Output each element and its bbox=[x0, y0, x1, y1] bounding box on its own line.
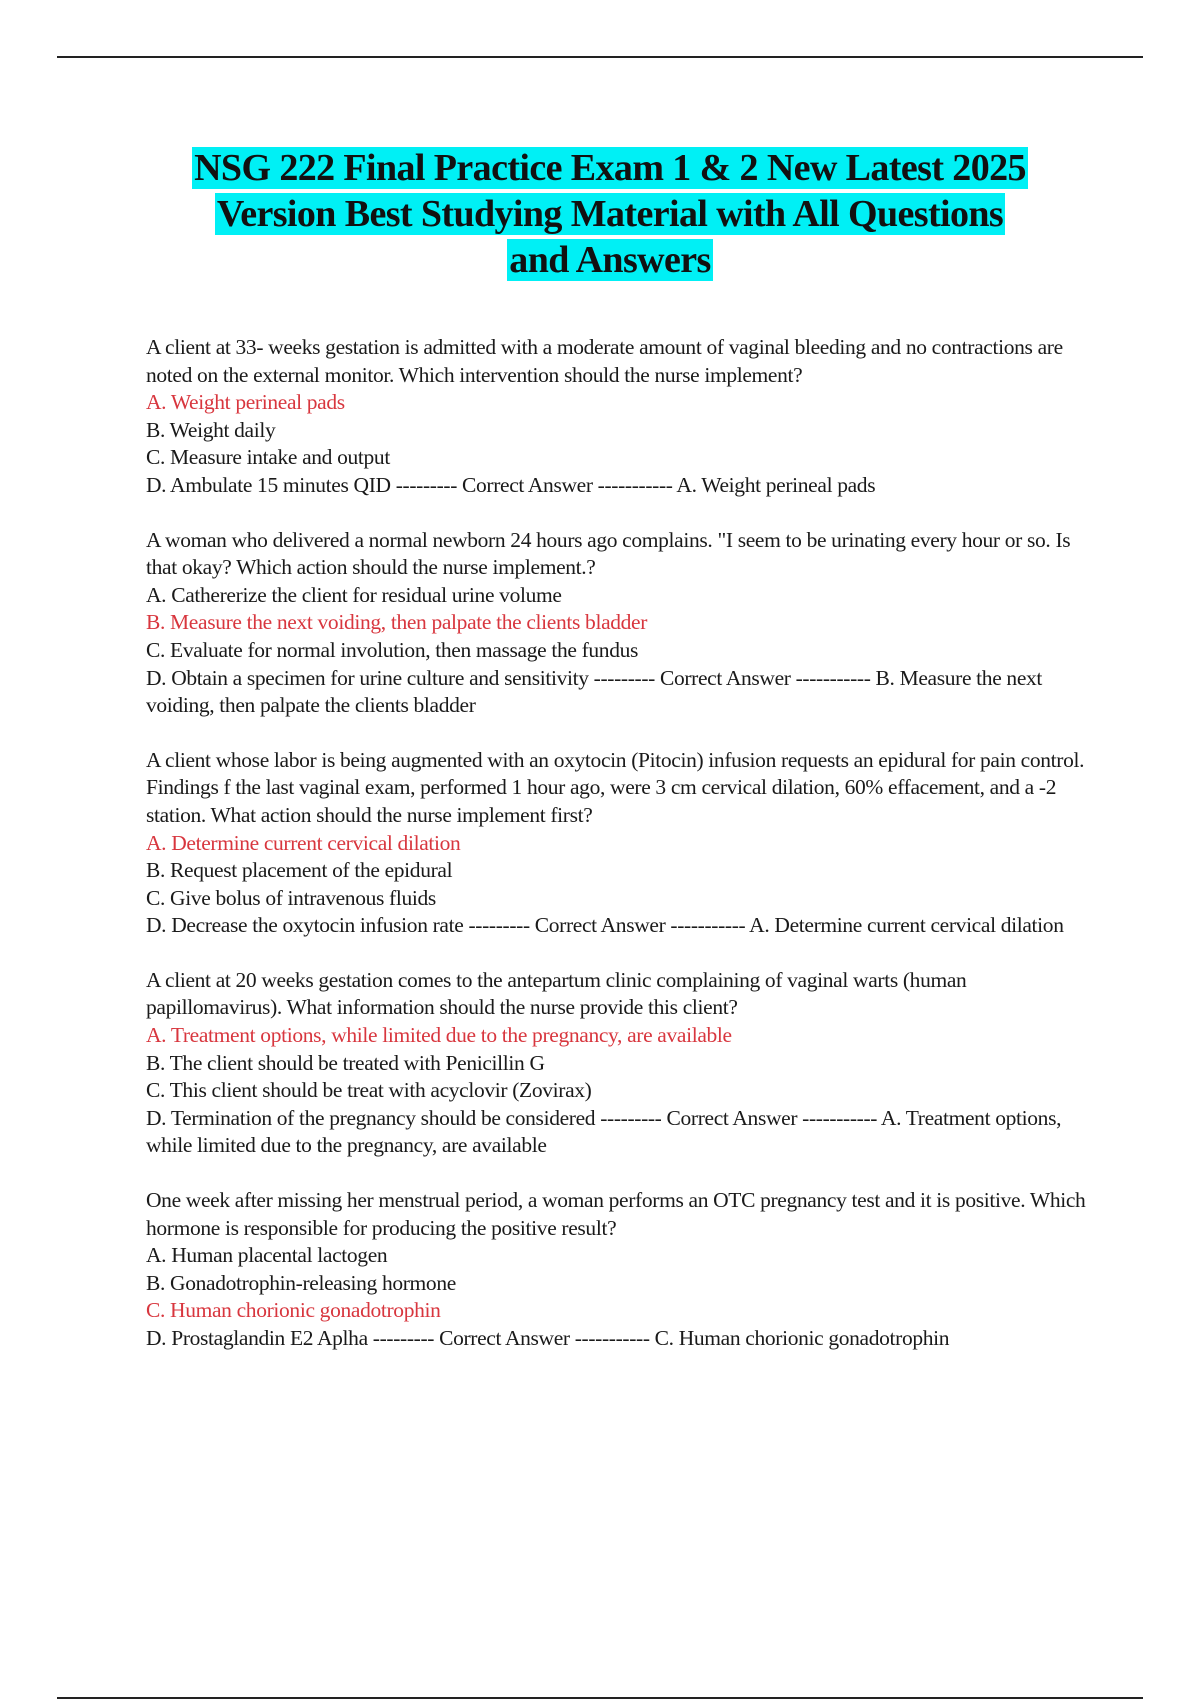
option-a-correct: A. Treatment options, while limited due to the pregnancy, are available bbox=[146, 1023, 732, 1048]
question-stem: A client at 33- weeks gestation is admitted with a moderate amount of vaginal bleeding and no contractions are noted on the external monitor. Which intervention should the nurse implement? bbox=[146, 335, 1063, 387]
question-list bbox=[146, 334, 1096, 1380]
question-stem: One week after missing her menstrual period, a woman performs an OTC pregnancy test and it is positive. Which hormone is responsible for producing the positive result? bbox=[146, 1188, 1086, 1240]
option-d-with-answer: D. Ambulate 15 minutes QID --------- Correct Answer ----------- A. Weight perineal pads bbox=[146, 472, 876, 497]
title-line-2: Version Best Studying Material with All Questions bbox=[216, 193, 1004, 235]
question-4 bbox=[146, 967, 1096, 1160]
option-c: C. Evaluate for normal involution, then massage the fundus bbox=[146, 637, 639, 662]
option-b-correct: B. Measure the next voiding, then palpate the clients bladder bbox=[146, 610, 648, 635]
option-b: B. The client should be treated with Penicillin G bbox=[146, 1050, 545, 1075]
option-d-with-answer: D. Prostaglandin E2 Aplha --------- Correct Answer ----------- C. Human chorionic gonadotrophin bbox=[146, 1326, 950, 1350]
bottom-rule-divider bbox=[57, 1697, 1143, 1699]
option-a: A. Cathererize the client for residual urine volume bbox=[146, 582, 562, 607]
option-b: B. Request placement of the epidural bbox=[146, 858, 453, 883]
option-b: B. Weight daily bbox=[146, 417, 276, 442]
option-d-with-answer: D. Termination of the pregnancy should be considered --------- Correct Answer ----------- A. Treatment options, while limited due to the pregnancy, are available bbox=[146, 1105, 1062, 1158]
question-3 bbox=[146, 747, 1096, 940]
option-c-correct: C. Human chorionic gonadotrophin bbox=[146, 1298, 441, 1323]
question-1 bbox=[146, 334, 1096, 500]
option-b: B. Gonadotrophin-releasing hormone bbox=[146, 1270, 456, 1295]
title-line-3: and Answers bbox=[509, 239, 711, 281]
question-stem: A woman who delivered a normal newborn 24 hours ago complains. "I seem to be urinating every hour or so. Is that okay? Which action should the nurse implement.? bbox=[146, 527, 1071, 580]
question-5 bbox=[146, 1187, 1096, 1353]
option-a-correct: A. Determine current cervical dilation bbox=[146, 830, 461, 855]
question-stem: A client at 20 weeks gestation comes to the antepartum clinic complaining of vaginal warts (human papillomavirus). What information should the nurse provide this client? bbox=[146, 967, 967, 1020]
option-c: C. Give bolus of intravenous fluids bbox=[146, 885, 436, 910]
question-stem: A client whose labor is being augmented with an oxytocin (Pitocin) infusion requests an epidural for pain control. Findings f the last vaginal exam, performed 1 hour ago, were 3 cm cervical dilation, 60% effacement, and a -2 station. What action should the nurse implement first? bbox=[146, 747, 1085, 827]
option-d-with-answer: D. Obtain a specimen for urine culture and sensitivity --------- Correct Answer ----------- B. Measure the next voiding, then palpate the clients bladder bbox=[146, 665, 1043, 718]
option-c: C. This client should be treat with acyclovir (Zovirax) bbox=[146, 1078, 592, 1103]
document-title bbox=[140, 145, 1080, 283]
title-line-1: NSG 222 Final Practice Exam 1 & 2 New Latest 2025 bbox=[194, 147, 1026, 189]
option-a: A. Human placental lactogen bbox=[146, 1243, 388, 1268]
question-2 bbox=[146, 527, 1096, 720]
option-c: C. Measure intake and output bbox=[146, 445, 390, 470]
option-a-correct: A. Weight perineal pads bbox=[146, 390, 345, 415]
top-rule-divider bbox=[57, 56, 1143, 58]
option-d-with-answer: D. Decrease the oxytocin infusion rate --------- Correct Answer ----------- A. Determine current cervical dilation bbox=[146, 913, 1064, 938]
